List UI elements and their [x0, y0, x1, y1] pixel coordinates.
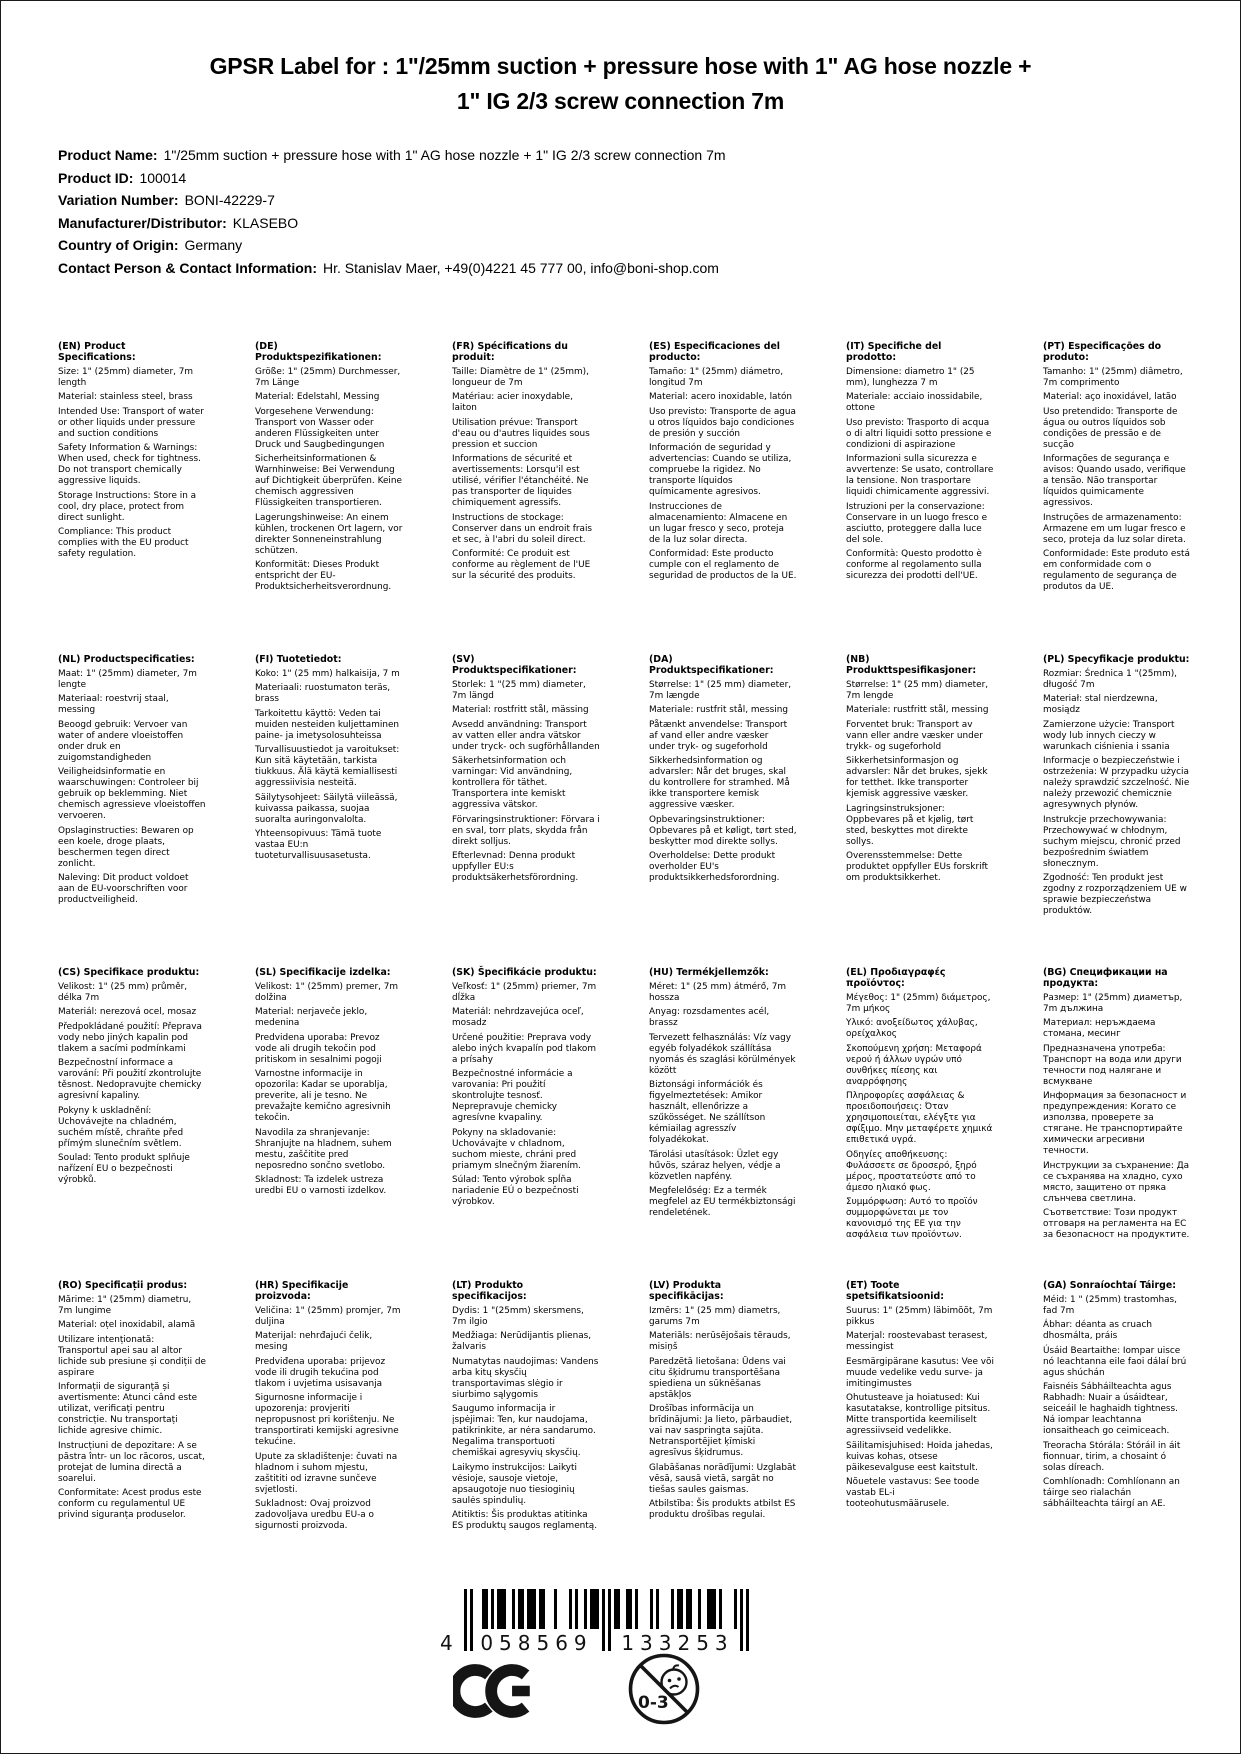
spec-paragraph: Съответствие: Този продукт отговаря на регламента на ЕС за безопасност на продуктите.: [1043, 1208, 1190, 1240]
language-spec-heading: (CS) Specifikace produktu:: [58, 967, 200, 978]
product-info-value: KLASEBO: [232, 214, 299, 231]
spec-paragraph: Instrukcje przechowywania: Przechowywać w chłodnym, suchym miejscu, chronić przed bezpośrednim światłem słonecznym.: [1043, 814, 1181, 869]
spec-paragraph: Biztonsági információk és figyelmeztetések: Amikor használt, ellenőrizze a szűkösséget. Ne szállítson kémiailag agresszív folyadékokat.: [649, 1080, 766, 1145]
product-info-row: [58, 167, 726, 190]
spec-paragraph: Mărime: 1" (25mm) diametru, 7m lungime: [58, 1294, 192, 1316]
product-info-value: BONI-42229-7: [184, 192, 275, 208]
spec-paragraph: Atbilstība: Šis produkts atbilst ES produktu drošības regulai.: [649, 1499, 796, 1520]
ean13-barcode: [440, 1589, 749, 1655]
spec-paragraph: Forventet bruk: Transport av vann eller andre væsker under trykk- og sugeforhold: [846, 719, 983, 752]
spec-paragraph: Comhlíonadh: Comhlíonann an táirge seo rialachán sábháilteachta táirgí an AE.: [1043, 1477, 1180, 1509]
spec-paragraph: Veľkosť: 1" (25mm) priemer, 7m dĺžka: [452, 981, 597, 1003]
spec-paragraph: Eesmärgipärane kasutus: Vee või muude vedelike vedu surve- ja imitingimustes: [846, 1356, 994, 1389]
spec-paragraph: Určené použitie: Preprava vody alebo iných kvapalín pod tlakom a prísahy: [452, 1032, 596, 1065]
spec-paragraph: Informazioni sulla sicurezza e avvertenze: Se usato, controllare la tensione. Non trasportare liquidi chimicamente aggressivi.: [846, 454, 994, 497]
spec-paragraph: Drošības informācija un brīdinājumi: Ja lieto, pārbaudiet, vai nav saspringta sajūta. Netransportējiet ķīmiski agresīvus šķidrumus.: [649, 1404, 793, 1458]
language-spec-heading: (ET) Toote spetsifikatsioonid:: [846, 1280, 944, 1302]
spec-paragraph: Méid: 1 " (25mm) trastomhas, fad 7m: [1043, 1294, 1177, 1316]
language-spec-block-nb: [846, 654, 994, 967]
language-spec-heading: (NB) Produkttspesifikasjoner:: [846, 654, 977, 676]
language-spec-block-cs: [58, 967, 206, 1280]
language-spec-heading: (EN) Product Specifications:: [58, 341, 136, 363]
spec-paragraph: Størrelse: 1" (25 mm) diameter, 7m lengde: [846, 679, 989, 701]
language-spec-heading: (GA) Sonraíochtaí Táirge:: [1043, 1280, 1176, 1291]
spec-paragraph: Sikkerhetsinformasjon og advarsler: Når det brukes, sjekk for tetthet. Ikke transporter kjemisk aggressive væsker.: [846, 756, 988, 799]
spec-paragraph: Bezpečnostní informace a varování: Při použití zkontrolujte těsnost. Nedopravujte chemicky agresivní kapaliny.: [58, 1058, 202, 1101]
spec-paragraph: Zgodność: Ten produkt jest zgodny z rozporządzeniem UE w sprawie bezpieczeństwa produktów.: [1043, 873, 1187, 916]
spec-paragraph: Numatytas naudojimas: Vandens arba kitų skysčių transportavimas slėgio ir siurbimo sąlygomis: [452, 1356, 599, 1400]
spec-paragraph: Σκοπούμενη χρήση: Μεταφορά νερού ή άλλων υγρών υπό συνθήκες πίεσης και αναρρόφησης: [846, 1043, 982, 1087]
spec-paragraph: Säilytysohjeet: Säilytä viileässä, kuivassa paikassa, suojaa suoralta auringonvalolta.: [255, 792, 398, 825]
spec-paragraph: Påtænkt anvendelse: Transport af vand eller andre væsker under tryk- og sugeforhold: [649, 719, 788, 752]
language-spec-heading: (DA) Produktspecifikationer:: [649, 654, 774, 676]
language-spec-block-da: [649, 654, 797, 967]
language-spec-heading: (NL) Productspecificaties:: [58, 654, 195, 665]
spec-paragraph: Intended Use: Transport of water or other liquids under pressure and suction conditions: [58, 406, 204, 439]
spec-paragraph: Предназначена употреба: Транспорт на вода или други течности под налягане и всмукване: [1043, 1043, 1182, 1087]
spec-paragraph: Overensstemmelse: Dette produktet oppfyller EUs forskrift om produktsikkerhet.: [846, 851, 989, 883]
spec-paragraph: Veiligheidsinformatie en waarschuwingen: Controleer bij gebruik op beklemming. Niet chemisch agressieve vloeistoffen vervoeren.: [58, 767, 206, 821]
product-info-value: 1"/25mm suction + pressure hose with 1" AG hose nozzle + 1" IG 2/3 screw connection 7m: [163, 147, 726, 163]
language-spec-block-pl: [1043, 654, 1191, 967]
language-spec-heading: (RO) Specificații produs:: [58, 1280, 188, 1291]
spec-paragraph: Instrucțiuni de depozitare: A se păstra într- un loc răcoros, uscat, protejat de lumina directă a soarelui.: [58, 1440, 205, 1484]
spec-paragraph: Materiale: acciaio inossidabile, ottone: [846, 392, 983, 413]
spec-paragraph: Informations de sécurité et avertissements: Lorsqu'il est utilisé, vérifier l'étanchéité. Ne pas transporter de liquides chimiquement agressifs.: [452, 454, 589, 508]
language-spec-heading: (FI) Tuotetiedot:: [255, 654, 342, 665]
spec-paragraph: Izmērs: 1" (25 mm) diametrs, garums 7m: [649, 1305, 781, 1327]
spec-paragraph: Instruções de armazenamento: Armazene em um lugar fresco e seco, proteja da luz solar direta.: [1043, 512, 1186, 545]
language-spec-heading: (HU) Termékjellemzők:: [649, 967, 769, 978]
spec-paragraph: Rozmiar: Średnica 1 "(25mm), długość 7m: [1043, 668, 1177, 690]
spec-paragraph: Lagerungshinweise: An einem kühlen, trockenen Ort lagern, vor direkter Sonneneinstrahlung schützen.: [255, 512, 403, 556]
spec-paragraph: Skladnost: Ta izdelek ustreza uredbi EU o varnosti izdelkov.: [255, 1175, 387, 1196]
language-spec-block-bg: [1043, 967, 1191, 1280]
spec-paragraph: Opbevaringsinstruktioner: Opbevares på et køligt, tørt sted, beskytter mod direkte sollys.: [649, 814, 797, 847]
spec-paragraph: Velikost: 1" (25mm) premer, 7m dolžina: [255, 981, 399, 1003]
spec-paragraph: Säkerhetsinformation och varningar: Vid användning, kontrollera för täthet. Transportera inte kemiskt aggressiva vätskor.: [452, 756, 573, 810]
language-spec-block-nl: [58, 654, 206, 967]
spec-paragraph: Utilisation prévue: Transport d'eau ou d'autres liquides sous pression et succion: [452, 417, 590, 450]
language-spec-block-fi: [255, 654, 403, 967]
spec-paragraph: Informacje o bezpieczeństwie i ostrzeżenia: W przypadku użycia należy sprawdzić szczelność. Nie należy przewozić chemicznie agresywnych płynów.: [1043, 756, 1190, 810]
language-spec-heading: (DE) Produktspezifikationen:: [255, 341, 382, 363]
language-spec-heading: (PL) Specyfikacje produktu:: [1043, 654, 1190, 665]
spec-paragraph: Πληροφορίες ασφάλειας & προειδοποιήσεις: Όταν χρησιμοποιείται, ελέγξτε για σφίξιμο. Μην μεταφέρετε χημικά επιθετικά υγρά.: [846, 1091, 993, 1145]
language-spec-heading: (LT) Produkto specifikacijos:: [452, 1280, 527, 1302]
product-info-label: Country of Origin:: [58, 237, 179, 253]
spec-paragraph: Storlek: 1 "(25 mm) diameter, 7m längd: [452, 679, 586, 701]
language-spec-block-hu: [649, 967, 797, 1280]
spec-paragraph: Materiāls: nerūsējošais tērauds, misiņš: [649, 1331, 791, 1352]
language-spec-block-it: [846, 341, 994, 654]
spec-paragraph: Material: oțel inoxidabil, alamă: [58, 1320, 196, 1330]
product-info-value: Hr. Stanislav Maer, +49(0)4221 45 777 00, info@boni-shop.com: [323, 259, 719, 276]
spec-paragraph: Efterlevnad: Denna produkt uppfyller EU:s produktsäkerhetsförordning.: [452, 851, 579, 883]
spec-paragraph: Material: nerjaveče jeklo, medenina: [255, 1007, 368, 1028]
spec-paragraph: Paredzētā lietošana: Ūdens vai citu šķidrumu transportēšana spiediena un sūknēšanas apstākļos: [649, 1356, 786, 1400]
product-info-label: Contact Person & Contact Information:: [58, 259, 318, 276]
spec-paragraph: Conformidad: Este producto cumple con el reglamento de seguridad de productos de la UE.: [649, 549, 797, 581]
product-info-label: Manufacturer/Distributor:: [58, 214, 227, 231]
product-info-label: Variation Number:: [58, 192, 179, 208]
spec-paragraph: Informații de siguranță și avertismente: Atunci când este utilizat, verificați pentru constricție. Nu transportați lichide agresive chimic.: [58, 1382, 198, 1436]
age-warning-0-3-icon: [626, 1651, 702, 1727]
spec-paragraph: Υλικό: ανοξείδωτος χάλυβας, ορείχαλκος: [846, 1018, 978, 1039]
spec-paragraph: Material: Edelstahl, Messing: [255, 392, 380, 402]
spec-paragraph: Tamanho: 1" (25mm) diâmetro, 7m comprimento: [1043, 366, 1183, 388]
language-spec-block-pt: [1043, 341, 1191, 654]
spec-paragraph: Material: rostfritt stål, mässing: [452, 705, 589, 715]
spec-paragraph: Materiale: rustfritt stål, messing: [846, 705, 989, 715]
product-info-row: [58, 257, 726, 280]
spec-paragraph: Conformité: Ce produit est conforme au règlement de l'UE sur la sécurité des produits.: [452, 549, 591, 581]
spec-paragraph: Opslaginstructies: Bewaren op een koele, droge plaats, beschermen tegen direct zonlicht.: [58, 825, 194, 869]
spec-paragraph: Informações de segurança e avisos: Quando usado, verifique a tensão. Não transportar líquidos quimicamente agressivos.: [1043, 454, 1186, 508]
spec-paragraph: Информация за безопасност и предупреждения: Когато се използва, проверете за стягане. Не транспортирайте химически агресивни течности.: [1043, 1091, 1187, 1156]
spec-paragraph: Materiál: nerezová ocel, mosaz: [58, 1007, 197, 1017]
spec-paragraph: Konformität: Dieses Produkt entspricht der EU-Produktsicherheitsverordnung.: [255, 560, 392, 592]
age-range-label: 0-3: [638, 1693, 669, 1713]
spec-paragraph: Größe: 1" (25mm) Durchmesser, 7m Länge: [255, 366, 401, 388]
spec-paragraph: Compliance: This product complies with the EU product safety regulation.: [58, 527, 189, 559]
spec-paragraph: Beoogd gebruik: Vervoer van water of andere vloeistoffen onder druk en zuigomstandigheden: [58, 719, 188, 763]
spec-paragraph: Predvidena uporaba: Prevoz vode ali drugih tekočin pod pritiskom in sesalnimi pogoji: [255, 1032, 382, 1065]
barcode-right-digits: 133253: [621, 1631, 734, 1655]
product-info-row: [58, 189, 726, 212]
product-info-label: Product Name:: [58, 147, 158, 163]
spec-paragraph: Veličina: 1" (25mm) promjer, 7m duljina: [255, 1305, 401, 1327]
spec-paragraph: Materiál: nehrdzavejúca oceľ, mosadz: [452, 1007, 584, 1028]
spec-paragraph: Treoracha Stórála: Stóráil in áit fionnuar, tirim, a chosaint ó solas díreach.: [1043, 1440, 1181, 1473]
spec-paragraph: Koko: 1" (25 mm) halkaisija, 7 m: [255, 668, 400, 679]
spec-paragraph: Инструкции за съхранение: Да се съхранява на хладно, сухо място, защитено от пряка слънчева светлина.: [1043, 1160, 1190, 1204]
spec-paragraph: Materiał: stal nierdzewna, mosiądz: [1043, 694, 1158, 715]
spec-paragraph: Saugumo informacija ir įspėjimai: Ten, kur naudojama, patikrinkite, ar nėra sandarumo. Negalima transportuoti chemiškai agresyvių skysčių.: [452, 1404, 596, 1458]
spec-paragraph: Instructions de stockage: Conserver dans un endroit frais et sec, à l'abri du soleil direct.: [452, 512, 593, 545]
language-spec-block-hr: [255, 1280, 403, 1593]
spec-paragraph: Ohutusteave ja hoiatused: Kui kasutatakse, kontrollige pitsitus. Mitte transportida keemiliselt agressiivseid vedelikke.: [846, 1393, 991, 1436]
spec-paragraph: Navodila za shranjevanje: Shranjujte na hladnem, suhem mestu, zaščitite pred neposredno sončno svetlobo.: [255, 1127, 392, 1171]
spec-paragraph: Velikost: 1" (25 mm) průměr, délka 7m: [58, 981, 188, 1003]
language-spec-heading: (SK) Špecifikácie produktu:: [452, 967, 597, 978]
spec-paragraph: Soulad: Tento produkt splňuje nařízení EU o bezpečnosti výrobků.: [58, 1153, 190, 1185]
page-title: GPSR Label for : 1"/25mm suction + pressure hose with 1" AG hose nozzle + 1" IG 2/3 screw connection 7m: [209, 53, 1032, 114]
product-info-row: [58, 212, 726, 235]
spec-paragraph: Taille: Diamètre de 1" (25mm), longueur de 7m: [452, 366, 589, 388]
spec-paragraph: Размер: 1" (25mm) диаметър, 7m дължина: [1043, 992, 1183, 1014]
barcode-left-digits: 058569: [480, 1631, 593, 1655]
spec-paragraph: Bezpečnostné informácie a varovania: Pri použití skontrolujte tesnosť. Neprepravuje chemicky agresívne kvapaliny.: [452, 1069, 573, 1123]
product-info-section: [58, 144, 726, 279]
spec-paragraph: Tamaño: 1" (25mm) diámetro, longitud 7m: [649, 366, 784, 388]
language-spec-block-sl: [255, 967, 403, 1280]
barcode-module: [746, 1589, 749, 1651]
language-spec-heading: (EL) Προδιαγραφές προϊόντος:: [846, 967, 946, 989]
spec-paragraph: Utilizare intenționată: Transportul apei sau al altor lichide sub presiune și condiții de aspirare: [58, 1334, 206, 1378]
spec-paragraph: Předpokládané použití: Přeprava vody nebo jiných kapalin pod tlakem a sacími podmínkami: [58, 1021, 202, 1054]
spec-paragraph: Säilitamisjuhised: Hoida jahedas, kuivas kohas, otsese päikesevalguse eest kaitstult.: [846, 1440, 993, 1473]
language-spec-block-lv: [649, 1280, 797, 1593]
language-spec-heading: (BG) Спецификации на продукта:: [1043, 967, 1168, 989]
language-spec-block-ga: [1043, 1280, 1191, 1593]
spec-paragraph: Úsáid Beartaithe: Iompar uisce nó leachtanna eile faoi dálaí brú agus shúchán: [1043, 1345, 1187, 1378]
spec-paragraph: Sikkerhedsinformation og advarsler: Når det bruges, skal du kontrollere for stramhed. Må ikke transportere kemisk aggressive væsker.: [649, 756, 790, 810]
ce-mark-icon: [453, 1661, 537, 1721]
spec-paragraph: Upute za skladištenje: čuvati na hladnom i suhom mjestu, zaštititi od izravne sunčeve svjetlosti.: [255, 1451, 398, 1495]
spec-paragraph: Συμμόρφωση: Αυτό το προϊόν συμμορφώνεται με τον κανονισμό της ΕΕ για την ασφάλεια των προϊόντων.: [846, 1197, 978, 1240]
spec-paragraph: Οδηγίες αποθήκευσης: Φυλάσσετε σε δροσερό, ξηρό μέρος, προστατεύστε από το άμεσο ηλιακό φως.: [846, 1149, 977, 1193]
language-spec-block-ro: [58, 1280, 206, 1593]
spec-paragraph: Faisnéis Sábháilteachta agus Rabhadh: Nuair a úsáidtear, seiceáil le haghaidh tightness. Ná iompar leachtanna ionsaitheach go ceimiceach.: [1043, 1382, 1178, 1436]
spec-paragraph: Materiale: rustfrit stål, messing: [649, 705, 788, 715]
language-spec-heading: (LV) Produkta specifikācijas:: [649, 1280, 724, 1302]
product-info-label: Product ID:: [58, 169, 134, 186]
spec-paragraph: Material: acero inoxidable, latón: [649, 392, 793, 402]
spec-paragraph: Avsedd användning: Transport av vatten eller andra vätskor under tryck- och sugförhållanden: [452, 719, 600, 752]
language-spec-heading: (IT) Specifiche del prodotto:: [846, 341, 942, 363]
language-spec-block-de: [255, 341, 403, 654]
spec-paragraph: Safety Information & Warnings: When used, check for tightness. Do not transport chemically aggressive liquids.: [58, 443, 201, 486]
spec-paragraph: Dimensione: diametro 1" (25 mm), lunghezza 7 m: [846, 366, 975, 388]
spec-paragraph: Material: stainless steel, brass: [58, 392, 193, 402]
language-spec-block-en: [58, 341, 206, 654]
spec-paragraph: Conformitate: Acest produs este conform cu regulamentul UE privind siguranța produselor.: [58, 1488, 202, 1520]
spec-paragraph: Naleving: Dit product voldoet aan de EU-voorschriften voor productveiligheid.: [58, 873, 189, 905]
spec-paragraph: Lagringsinstruksjoner: Oppbevares på et kjølig, tørt sted, beskyttes mot direkte sollys.: [846, 803, 974, 847]
language-spec-heading: (ES) Especificaciones del producto:: [649, 341, 781, 363]
language-spec-block-es: [649, 341, 797, 654]
spec-paragraph: Megfelelőség: Ez a termék megfelel az EU termékbiztonsági rendeletének.: [649, 1186, 796, 1218]
spec-paragraph: Sigurnosne informacije i upozorenja: provjeriti nepropusnost pri korištenju. Ne transportirati kemijski agresivne tekućine.: [255, 1393, 399, 1447]
language-spec-block-sk: [452, 967, 600, 1280]
language-spec-heading: (SL) Specifikacije izdelka:: [255, 967, 391, 978]
spec-paragraph: Glabāšanas norādījumi: Uzglabāt vēsā, sausā vietā, sargāt no tiešas saules gaismas.: [649, 1462, 796, 1495]
spec-paragraph: Size: 1" (25mm) diameter, 7m length: [58, 366, 194, 388]
spec-paragraph: Μέγεθος: 1" (25mm) διάμετρος, 7m μήκος: [846, 992, 991, 1014]
spec-paragraph: Tervezett felhasználás: Víz vagy egyéb folyadékok szállítása nyomás és szaglási körülmények között: [649, 1032, 796, 1076]
spec-paragraph: Material: aço inoxidável, latão: [1043, 392, 1177, 402]
spec-paragraph: Sukladnost: Ovaj proizvod zadovoljava uredbu EU-a o sigurnosti proizvoda.: [255, 1499, 374, 1531]
language-spec-block-fr: [452, 341, 600, 654]
spec-paragraph: Méret: 1" (25 mm) átmérő, 7m hossza: [649, 981, 787, 1003]
spec-paragraph: Maat: 1" (25mm) diameter, 7m lengte: [58, 668, 197, 690]
spec-paragraph: Материал: неръждаема стомана, месинг: [1043, 1018, 1156, 1039]
spec-paragraph: Predviđena uporaba: prijevoz vode ili drugih tekućina pod tlakom i uvjetima usisavanja: [255, 1356, 386, 1389]
spec-paragraph: Conformidade: Este produto está em conformidade com o regulamento de segurança de produtos da UE.: [1043, 549, 1190, 592]
language-spec-block-lt: [452, 1280, 600, 1593]
spec-paragraph: Varnostne informacije in opozorila: Kadar se uporablja, preverite, ali je tesno. Ne prevažajte kemično agresivnih tekočin.: [255, 1069, 391, 1123]
spec-paragraph: Materiaali: ruostumaton teräs, brass: [255, 683, 391, 704]
product-info-value: Germany: [184, 237, 243, 253]
spec-paragraph: Materjal: roostevabast terasest, messingist: [846, 1331, 988, 1352]
language-specs-grid: [58, 341, 1191, 1593]
spec-paragraph: Súlad: Tento výrobok spĺňa nariadenie EÚ o bezpečnosti výrobkov.: [452, 1175, 579, 1207]
language-spec-block-et: [846, 1280, 994, 1593]
spec-paragraph: Ábhar: déanta as cruach dhosmálta, práis: [1043, 1320, 1152, 1341]
spec-paragraph: Matériau: acier inoxydable, laiton: [452, 392, 573, 413]
spec-paragraph: Anyag: rozsdamentes acél, brassz: [649, 1007, 770, 1028]
spec-paragraph: Turvallisuustiedot ja varoitukset: Kun sitä käytetään, tarkista tiukkuus. Älä käytä kemiallisesti aggressiivisia nesteitä.: [255, 745, 400, 788]
spec-paragraph: Dydis: 1 "(25mm) skersmens, 7m ilgio: [452, 1305, 584, 1327]
spec-paragraph: Medžiaga: Nerūdijantis plienas, žalvaris: [452, 1331, 592, 1352]
spec-paragraph: Istruzioni per la conservazione: Conservare in un luogo fresco e asciutto, proteggere dalla luce del sole.: [846, 501, 988, 545]
language-spec-heading: (FR) Spécifications du produit:: [452, 341, 568, 363]
spec-paragraph: Materiaal: roestvrij staal, messing: [58, 694, 169, 715]
spec-paragraph: Información de seguridad y advertencias: Cuando se utiliza, compruebe la rigidez. No transporte líquidos químicamente agresivos.: [649, 443, 792, 497]
spec-paragraph: Instrucciones de almacenamiento: Almacene en un lugar fresco y seco, proteja de la luz solar directa.: [649, 501, 788, 545]
language-spec-block-el: [846, 967, 994, 1280]
spec-paragraph: Overholdelse: Dette produkt overholder EU's produktsikkerhedsforordning.: [649, 851, 780, 883]
language-spec-heading: (SV) Produktspecifikationer:: [452, 654, 577, 676]
spec-paragraph: Atitiktis: Šis produktas atitinka ES produktų saugos reglamentą.: [452, 1510, 598, 1531]
spec-paragraph: Nõuetele vastavus: See toode vastab EL-i tooteohutusmäärusele.: [846, 1477, 980, 1509]
spec-paragraph: Uso previsto: Trasporto di acqua o di altri liquidi sotto pressione e condizioni di aspirazione: [846, 417, 992, 450]
language-spec-heading: (PT) Especificações do produto:: [1043, 341, 1162, 363]
spec-paragraph: Uso pretendido: Transporte de água ou outros líquidos sob condições de pressão e de sucção: [1043, 406, 1178, 450]
language-spec-block-sv: [452, 654, 600, 967]
spec-paragraph: Uso previsto: Transporte de agua u otros líquidos bajo condiciones de presión y succión: [649, 406, 796, 439]
language-spec-heading: (HR) Specifikacije proizvoda:: [255, 1280, 349, 1302]
spec-paragraph: Storage Instructions: Store in a cool, dry place, protect from direct sunlight.: [58, 490, 197, 523]
product-info-value: 100014: [139, 169, 187, 186]
spec-paragraph: Suurus: 1" (25mm) läbimõõt, 7m pikkus: [846, 1305, 993, 1327]
spec-paragraph: Tárolási utasítások: Üzlet egy hűvös, száraz helyen, védje a közvetlen napfény.: [649, 1149, 781, 1182]
spec-paragraph: Zamierzone użycie: Transport wody lub innych cieczy w warunkach ciśnienia i ssania: [1043, 719, 1175, 752]
product-info-row: [58, 144, 726, 167]
spec-paragraph: Tarkoitettu käyttö: Veden tai muiden nesteiden kuljettaminen paine- ja imetysolosuhteissa: [255, 708, 400, 741]
spec-paragraph: Materijal: nehrđajući čelik, mesing: [255, 1331, 373, 1352]
spec-paragraph: Sicherheitsinformationen & Warnhinweise: Bei Verwendung auf Dichtigkeit überprüfen. Keine chemisch aggressiven Flüssigkeiten transportieren.: [255, 454, 402, 508]
spec-paragraph: Laikymo instrukcijos: Laikyti vėsioje, sausoje vietoje, apsaugotoje nuo tiesioginių saulės spindulių.: [452, 1462, 577, 1506]
spec-paragraph: Yhteensopivuus: Tämä tuote vastaa EU:n tuoteturvallisuusasetusta.: [255, 829, 382, 861]
spec-paragraph: Pokyny na skladovanie: Uchovávajte v chladnom, suchom mieste, chráni pred priamym slnečným žiarením.: [452, 1127, 581, 1171]
spec-paragraph: Conformità: Questo prodotto è conforme al regolamento sulla sicurezza dei prodotti dell'UE.: [846, 549, 982, 581]
spec-paragraph: Størrelse: 1" (25 mm) diameter, 7m længde: [649, 679, 792, 701]
spec-paragraph: Vorgesehene Verwendung: Transport von Wasser oder anderen Flüssigkeiten unter Druck und Saugbedingungen: [255, 406, 385, 450]
spec-paragraph: Förvaringsinstruktioner: Förvara i en sval, torr plats, skydda från direkt solljus.: [452, 814, 600, 847]
product-info-row: [58, 234, 726, 257]
spec-paragraph: Pokyny k uskladnění: Uchovávejte na chladném, suchém místě, chraňte před přímým slunečním světlem.: [58, 1105, 184, 1149]
barcode-first-digit: 4: [440, 1631, 453, 1655]
